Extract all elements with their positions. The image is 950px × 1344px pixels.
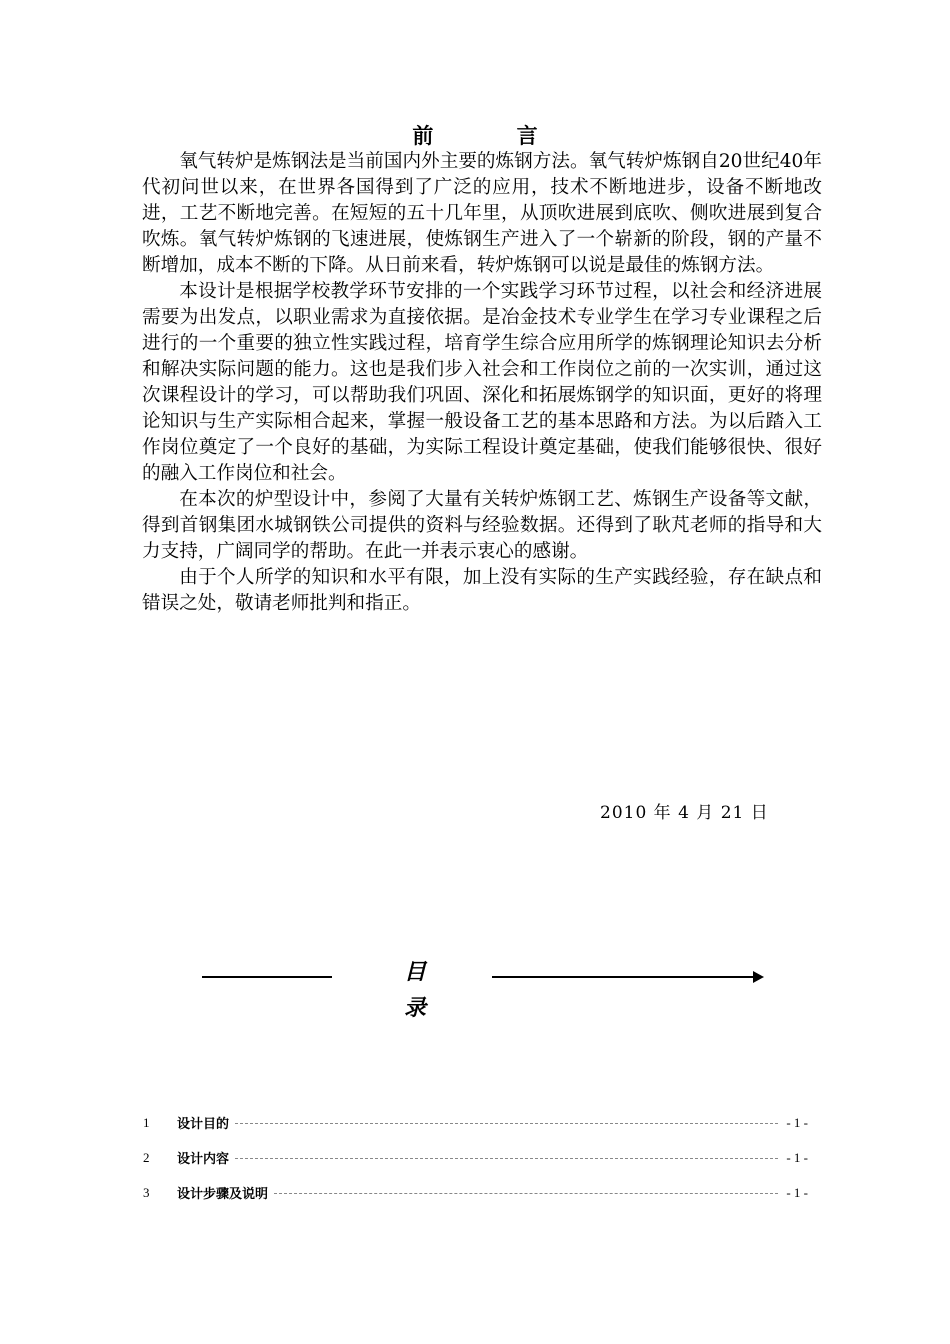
toc-entry-label[interactable]: 设计内容 [177, 1152, 230, 1167]
toc-entry-number: 1 [143, 1114, 150, 1130]
toc-entry-label[interactable]: 设计目的 [177, 1117, 230, 1132]
toc-entry-number: 3 [143, 1184, 150, 1200]
arrow-right-icon [753, 971, 764, 983]
toc-entry-page: - 1 - [786, 1184, 808, 1200]
preface-paragraph: 本设计是根据学校教学环节安排的一个实践学习环节过程，以社会和经济进展需要为出发点，以职业需求为直接依据。是冶金技术专业学生在学习专业课程之后进行的一个重要的独立性实践过程，培育学生综合应用所学的炼钢理论知识去分析和解决实际问题的能力。这也是我们步入社会和工作岗位之前的一次实训，通过这次课程设计的学习，可以帮助我们巩固、深化和拓展炼钢学的知识面，更好的将理论知识与生产实际相合起来，掌握一般设备工艺的基本思路和方法。为以后踏入工作岗位奠定了一个良好的基础，为实际工程设计奠定基础，使我们能够很快、很好的融入工作岗位和社会。 [142, 281, 822, 484]
toc-entry-label[interactable]: 设计步骤及说明 [177, 1187, 269, 1202]
toc-entry[interactable] [143, 1105, 808, 1140]
preface-paragraph: 由于个人所学的知识和水平有限，加上没有实际的生产实践经验，存在缺点和错误之处，敬请老师批判和指正。 [142, 567, 822, 614]
preface-title: 前 言 [412, 123, 576, 148]
toc-entry[interactable] [143, 1140, 808, 1175]
toc-entry-leader [235, 1123, 778, 1124]
toc-title: 目 录 [332, 954, 492, 994]
toc-entry-leader [235, 1158, 778, 1159]
toc-entry-page: - 1 - [786, 1114, 808, 1130]
preface-body [142, 149, 822, 617]
toc-list [143, 1105, 808, 1210]
toc-heading [202, 954, 766, 1021]
preface-paragraph: 氧气转炉是炼钢法是当前国内外主要的炼钢方法。氧气转炉炼钢自20世纪40年代初问世以来，在世界各国得到了广泛的应用，技术不断地进步，设备不断地改进，工艺不断地完善。在短短的五十几年里，从顶吹进展到底吹、侧吹进展到复合吹炼。氧气转炉炼钢的飞速进展，使炼钢生产进入了一个崭新的阶段，钢的产量不断增加，成本不断的下降。从日前来看，转炉炼钢可以说是最佳的炼钢方法。 [142, 151, 822, 276]
toc-entry[interactable] [143, 1175, 808, 1210]
toc-entry-page: - 1 - [786, 1149, 808, 1165]
toc-entry-leader [274, 1193, 778, 1194]
preface-date: 2010 年 4 月 21 日 [600, 803, 769, 823]
toc-entry-number: 2 [143, 1149, 150, 1165]
preface-paragraph: 在本次的炉型设计中，参阅了大量有关转炉炼钢工艺、炼钢生产设备等文献，得到首钢集团水城钢铁公司提供的资料与经验数据。还得到了耿芃老师的指导和大力支持，广阔同学的帮助。在此一并表示衷心的感谢。 [142, 489, 822, 562]
